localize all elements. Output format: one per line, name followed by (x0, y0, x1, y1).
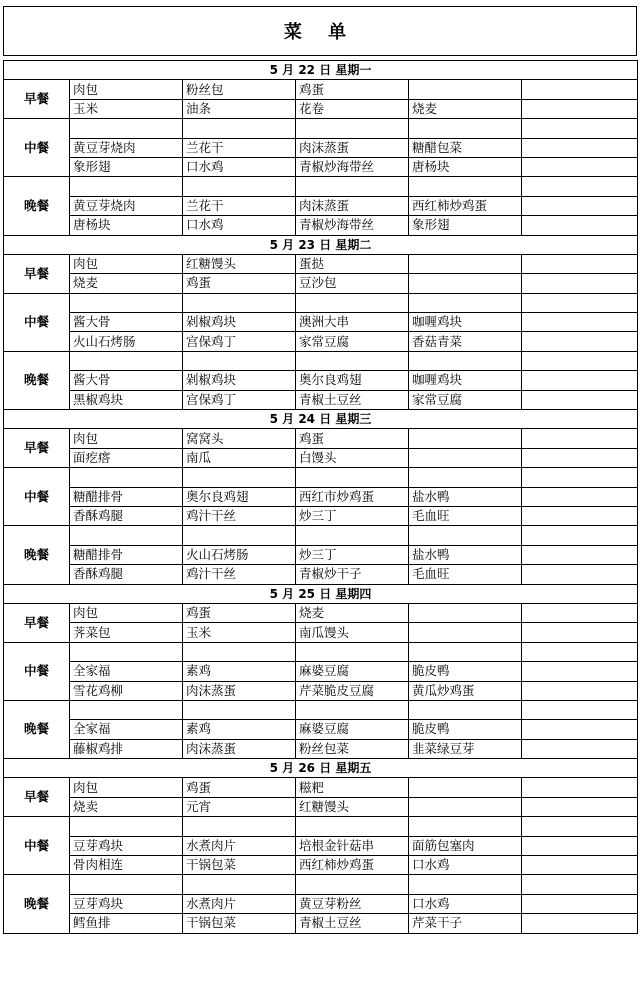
dish-cell: 宫保鸡丁 (183, 332, 296, 351)
dish-cell: 麻婆豆腐 (296, 720, 409, 739)
dish-cell (183, 700, 296, 719)
dish-cell: 干锅包菜 (183, 856, 296, 875)
dish-cell (70, 700, 183, 719)
dish-cell: 唐杨块 (409, 157, 522, 176)
dish-cell: 肉包 (70, 80, 183, 99)
table-row (4, 429, 638, 448)
meal-label: 早餐 (4, 80, 70, 119)
dish-cell (409, 603, 522, 622)
table-row (4, 371, 638, 390)
dish-cell: 水煮肉片 (183, 894, 296, 913)
dish-cell (409, 119, 522, 138)
meal-label: 中餐 (4, 817, 70, 875)
dish-cell: 面筋包塞肉 (409, 836, 522, 855)
meal-label: 晚餐 (4, 875, 70, 933)
dish-cell (296, 468, 409, 487)
dish-cell: 口水鸡 (409, 894, 522, 913)
dish-cell (296, 351, 409, 370)
day-header-row (4, 410, 638, 429)
dish-cell (70, 526, 183, 545)
dish-cell: 全家福 (70, 720, 183, 739)
table-row (4, 390, 638, 409)
dish-cell: 青椒土豆丝 (296, 914, 409, 933)
table-row (4, 80, 638, 99)
day-header-row (4, 759, 638, 778)
dish-cell (522, 778, 638, 797)
dish-cell: 花卷 (296, 99, 409, 118)
dish-cell: 荠菜包 (70, 623, 183, 642)
meal-label: 中餐 (4, 293, 70, 351)
dish-cell: 韭菜绿豆芽 (409, 739, 522, 758)
table-row (4, 196, 638, 215)
dish-cell (522, 603, 638, 622)
table-row (4, 506, 638, 525)
dish-cell (409, 797, 522, 816)
dish-cell (522, 371, 638, 390)
dish-cell (522, 526, 638, 545)
dish-cell: 炒三丁 (296, 506, 409, 525)
dish-cell: 鸡汁干丝 (183, 506, 296, 525)
table-row (4, 254, 638, 273)
dish-cell: 剁椒鸡块 (183, 371, 296, 390)
dish-cell (70, 817, 183, 836)
dish-cell: 鸡蛋 (183, 603, 296, 622)
table-row (4, 448, 638, 467)
dish-cell (409, 293, 522, 312)
dish-cell: 口水鸡 (183, 216, 296, 235)
dish-cell (409, 448, 522, 467)
dish-cell (296, 700, 409, 719)
dish-cell: 雪花鸡柳 (70, 681, 183, 700)
dish-cell: 剁椒鸡块 (183, 313, 296, 332)
dish-cell: 肉包 (70, 778, 183, 797)
dish-cell: 红糖馒头 (183, 254, 296, 273)
dish-cell (522, 700, 638, 719)
dish-cell: 烧卖 (70, 797, 183, 816)
meal-label: 中餐 (4, 642, 70, 700)
table-row (4, 468, 638, 487)
dish-cell (296, 642, 409, 661)
dish-cell (183, 119, 296, 138)
dish-cell: 口水鸡 (409, 856, 522, 875)
dish-cell: 香酥鸡腿 (70, 565, 183, 584)
menu-table-body (4, 61, 638, 934)
dish-cell (522, 157, 638, 176)
dish-cell (296, 526, 409, 545)
dish-cell (522, 914, 638, 933)
dish-cell (522, 177, 638, 196)
meal-label: 晚餐 (4, 351, 70, 409)
day-header: 5 月 26 日 星期五 (4, 759, 638, 778)
dish-cell (183, 351, 296, 370)
dish-cell (522, 894, 638, 913)
dish-cell: 西红柿炒鸡蛋 (409, 196, 522, 215)
dish-cell: 玉米 (183, 623, 296, 642)
dish-cell (522, 487, 638, 506)
dish-cell (522, 836, 638, 855)
table-row (4, 894, 638, 913)
table-row (4, 778, 638, 797)
dish-cell: 鸡汁干丝 (183, 565, 296, 584)
dish-cell (522, 313, 638, 332)
dish-cell (183, 642, 296, 661)
dish-cell (522, 739, 638, 758)
dish-cell: 鸡蛋 (183, 778, 296, 797)
table-row (4, 662, 638, 681)
dish-cell: 酱大骨 (70, 313, 183, 332)
dish-cell: 家常豆腐 (296, 332, 409, 351)
dish-cell (183, 526, 296, 545)
table-row (4, 157, 638, 176)
dish-cell (522, 875, 638, 894)
meal-label: 中餐 (4, 119, 70, 177)
table-row (4, 351, 638, 370)
dish-cell (522, 720, 638, 739)
table-row (4, 720, 638, 739)
dish-cell: 盐水鸭 (409, 545, 522, 564)
dish-cell: 鸡蛋 (296, 80, 409, 99)
dish-cell (409, 274, 522, 293)
dish-cell: 粉丝包菜 (296, 739, 409, 758)
dish-cell: 肉沫蒸蛋 (183, 739, 296, 758)
dish-cell (522, 196, 638, 215)
table-row (4, 914, 638, 933)
dish-cell: 香菇青菜 (409, 332, 522, 351)
meal-label: 早餐 (4, 603, 70, 642)
table-row (4, 623, 638, 642)
dish-cell: 咖喱鸡块 (409, 371, 522, 390)
day-header: 5 月 25 日 星期四 (4, 584, 638, 603)
meal-label: 晚餐 (4, 700, 70, 758)
meal-label: 中餐 (4, 468, 70, 526)
dish-cell: 西红市炒鸡蛋 (296, 487, 409, 506)
dish-cell (522, 545, 638, 564)
table-row (4, 332, 638, 351)
dish-cell: 烧麦 (296, 603, 409, 622)
dish-cell (522, 817, 638, 836)
meal-label: 晚餐 (4, 177, 70, 235)
table-row (4, 119, 638, 138)
table-row (4, 565, 638, 584)
dish-cell: 肉包 (70, 429, 183, 448)
dish-cell: 火山石烤肠 (70, 332, 183, 351)
dish-cell (70, 468, 183, 487)
dish-cell: 盐水鸭 (409, 487, 522, 506)
day-header: 5 月 22 日 星期一 (4, 61, 638, 80)
dish-cell (522, 80, 638, 99)
dish-cell: 糍粑 (296, 778, 409, 797)
dish-cell (522, 642, 638, 661)
menu-table (3, 60, 638, 934)
table-row (4, 274, 638, 293)
dish-cell (183, 177, 296, 196)
dish-cell (409, 468, 522, 487)
dish-cell (522, 351, 638, 370)
dish-cell: 火山石烤肠 (183, 545, 296, 564)
table-row (4, 138, 638, 157)
dish-cell (522, 468, 638, 487)
dish-cell (296, 875, 409, 894)
dish-cell: 黑椒鸡块 (70, 390, 183, 409)
dish-cell: 全家福 (70, 662, 183, 681)
day-header-row (4, 235, 638, 254)
dish-cell: 象形翅 (70, 157, 183, 176)
table-row (4, 875, 638, 894)
dish-cell: 脆皮鸭 (409, 720, 522, 739)
dish-cell (409, 817, 522, 836)
dish-cell: 鸡蛋 (296, 429, 409, 448)
dish-cell: 象形翅 (409, 216, 522, 235)
table-row (4, 313, 638, 332)
dish-cell (70, 177, 183, 196)
dish-cell (409, 700, 522, 719)
dish-cell: 麻婆豆腐 (296, 662, 409, 681)
dish-cell: 黄瓜炒鸡蛋 (409, 681, 522, 700)
dish-cell: 宫保鸡丁 (183, 390, 296, 409)
dish-cell (409, 623, 522, 642)
table-row (4, 817, 638, 836)
dish-cell: 肉包 (70, 254, 183, 273)
dish-cell: 玉米 (70, 99, 183, 118)
dish-cell: 兰花干 (183, 196, 296, 215)
day-header-row (4, 61, 638, 80)
dish-cell (522, 856, 638, 875)
dish-cell (522, 216, 638, 235)
dish-cell: 素鸡 (183, 720, 296, 739)
dish-cell (522, 623, 638, 642)
dish-cell: 毛血旺 (409, 565, 522, 584)
dish-cell (522, 293, 638, 312)
dish-cell: 炒三丁 (296, 545, 409, 564)
dish-cell: 家常豆腐 (409, 390, 522, 409)
dish-cell (522, 429, 638, 448)
page-title: 菜 单 (3, 6, 637, 56)
dish-cell: 糖醋排骨 (70, 487, 183, 506)
dish-cell (522, 138, 638, 157)
dish-cell: 黄豆芽烧肉 (70, 196, 183, 215)
dish-cell: 脆皮鸭 (409, 662, 522, 681)
table-row (4, 545, 638, 564)
dish-cell: 唐杨块 (70, 216, 183, 235)
meal-label: 晚餐 (4, 526, 70, 584)
dish-cell: 糖醋包菜 (409, 138, 522, 157)
dish-cell: 青椒炒海带丝 (296, 216, 409, 235)
dish-cell (522, 332, 638, 351)
dish-cell: 红糖馒头 (296, 797, 409, 816)
dish-cell: 骨肉相连 (70, 856, 183, 875)
dish-cell (522, 662, 638, 681)
dish-cell: 培根金针菇串 (296, 836, 409, 855)
dish-cell: 奥尔良鸡翅 (183, 487, 296, 506)
dish-cell: 南瓜 (183, 448, 296, 467)
dish-cell (409, 526, 522, 545)
dish-cell (409, 875, 522, 894)
table-row (4, 293, 638, 312)
table-row (4, 526, 638, 545)
dish-cell (522, 274, 638, 293)
dish-cell (409, 80, 522, 99)
day-header: 5 月 24 日 星期三 (4, 410, 638, 429)
dish-cell (409, 254, 522, 273)
dish-cell: 芹菜干子 (409, 914, 522, 933)
dish-cell: 黄豆芽烧肉 (70, 138, 183, 157)
dish-cell: 藤椒鸡排 (70, 739, 183, 758)
dish-cell: 兰花干 (183, 138, 296, 157)
dish-cell (296, 817, 409, 836)
dish-cell: 肉沫蒸蛋 (183, 681, 296, 700)
dish-cell: 青椒炒干子 (296, 565, 409, 584)
dish-cell (522, 681, 638, 700)
dish-cell (409, 177, 522, 196)
dish-cell: 肉沫蒸蛋 (296, 196, 409, 215)
dish-cell: 豆沙包 (296, 274, 409, 293)
dish-cell: 澳洲大串 (296, 313, 409, 332)
dish-cell (409, 429, 522, 448)
dish-cell (522, 506, 638, 525)
dish-cell (70, 642, 183, 661)
dish-cell: 芹菜脆皮豆腐 (296, 681, 409, 700)
table-row (4, 216, 638, 235)
dish-cell (183, 817, 296, 836)
dish-cell: 鸡蛋 (183, 274, 296, 293)
dish-cell: 南瓜馒头 (296, 623, 409, 642)
dish-cell (183, 293, 296, 312)
dish-cell: 鳕鱼排 (70, 914, 183, 933)
dish-cell: 粉丝包 (183, 80, 296, 99)
dish-cell (522, 99, 638, 118)
dish-cell: 奥尔良鸡翅 (296, 371, 409, 390)
meal-label: 早餐 (4, 429, 70, 468)
dish-cell (522, 448, 638, 467)
table-row (4, 700, 638, 719)
dish-cell (183, 875, 296, 894)
dish-cell (409, 351, 522, 370)
dish-cell: 青椒土豆丝 (296, 390, 409, 409)
dish-cell: 干锅包菜 (183, 914, 296, 933)
dish-cell: 水煮肉片 (183, 836, 296, 855)
dish-cell: 香酥鸡腿 (70, 506, 183, 525)
day-header: 5 月 23 日 星期二 (4, 235, 638, 254)
dish-cell (522, 254, 638, 273)
dish-cell: 白馒头 (296, 448, 409, 467)
dish-cell: 元宵 (183, 797, 296, 816)
dish-cell: 青椒炒海带丝 (296, 157, 409, 176)
dish-cell (296, 119, 409, 138)
dish-cell: 豆芽鸡块 (70, 836, 183, 855)
dish-cell: 毛血旺 (409, 506, 522, 525)
table-row (4, 739, 638, 758)
meal-label: 早餐 (4, 254, 70, 293)
meal-label: 早餐 (4, 778, 70, 817)
dish-cell (70, 875, 183, 894)
table-row (4, 487, 638, 506)
dish-cell (522, 390, 638, 409)
table-row (4, 99, 638, 118)
dish-cell (296, 293, 409, 312)
table-row (4, 603, 638, 622)
dish-cell (522, 119, 638, 138)
dish-cell (522, 565, 638, 584)
table-row (4, 836, 638, 855)
dish-cell (70, 351, 183, 370)
dish-cell: 素鸡 (183, 662, 296, 681)
dish-cell: 糖醋排骨 (70, 545, 183, 564)
dish-cell: 豆芽鸡块 (70, 894, 183, 913)
table-row (4, 856, 638, 875)
dish-cell: 油条 (183, 99, 296, 118)
table-row (4, 177, 638, 196)
dish-cell: 肉包 (70, 603, 183, 622)
dish-cell: 面疙瘩 (70, 448, 183, 467)
dish-cell (70, 119, 183, 138)
dish-cell: 蛋挞 (296, 254, 409, 273)
dish-cell: 酱大骨 (70, 371, 183, 390)
dish-cell (70, 293, 183, 312)
dish-cell: 西红柿炒鸡蛋 (296, 856, 409, 875)
menu-page (3, 6, 637, 934)
dish-cell (296, 177, 409, 196)
dish-cell: 烧麦 (70, 274, 183, 293)
dish-cell: 烧麦 (409, 99, 522, 118)
dish-cell: 窝窝头 (183, 429, 296, 448)
table-row (4, 797, 638, 816)
dish-cell: 黄豆芽粉丝 (296, 894, 409, 913)
dish-cell (409, 778, 522, 797)
dish-cell (409, 642, 522, 661)
dish-cell (183, 468, 296, 487)
dish-cell: 肉沫蒸蛋 (296, 138, 409, 157)
dish-cell: 咖喱鸡块 (409, 313, 522, 332)
table-row (4, 642, 638, 661)
dish-cell: 口水鸡 (183, 157, 296, 176)
table-row (4, 681, 638, 700)
dish-cell (522, 797, 638, 816)
day-header-row (4, 584, 638, 603)
